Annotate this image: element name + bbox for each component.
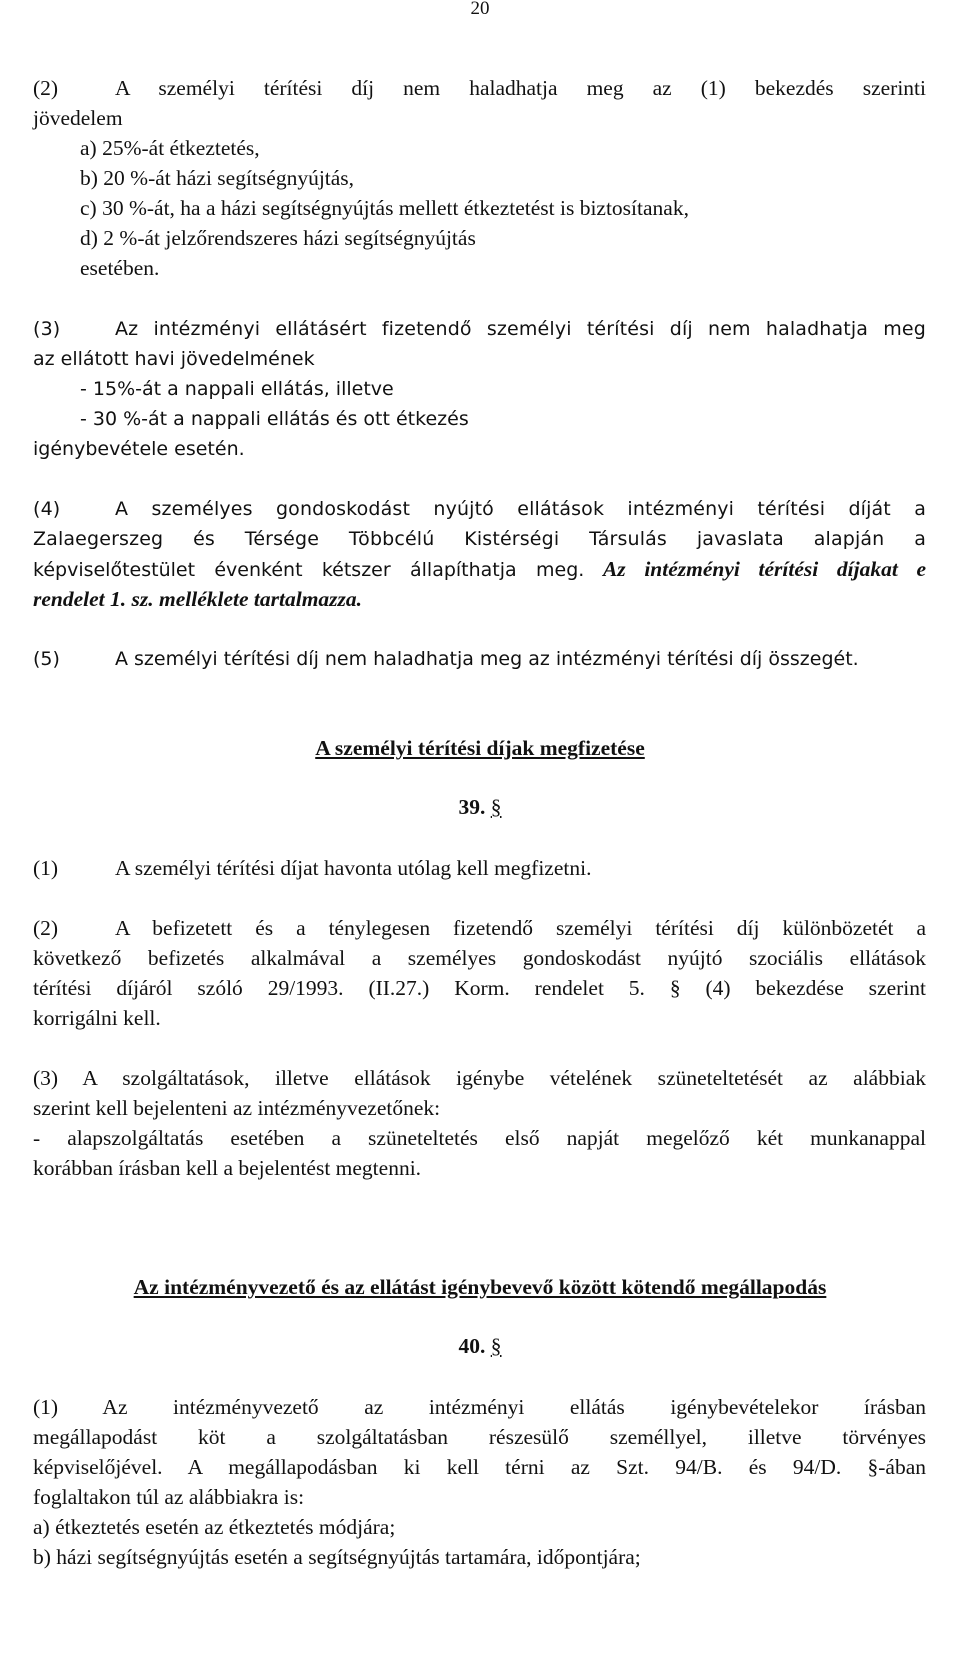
section-number-40 <box>0 1331 960 1361</box>
s39-paragraph-3-line-1: (3) A szolgáltatások, illetve ellátások igénybe vételének szüneteltetését az alábbiak <box>33 1066 926 1090</box>
paragraph-4-line-2: Zalaegerszeg és Térsége Többcélú Kistérségi Társulás javaslata alapján a <box>33 528 926 550</box>
s40-paragraph-1-line-1: (1) Az intézményvezető az intézményi ellátás igénybevételekor írásban <box>33 1395 926 1419</box>
paragraph-text: A személyi térítési díj nem haladhatja meg az intézményi térítési díj összegét. <box>115 648 859 670</box>
list-item: a) 25%-át étkeztetés, <box>80 136 260 160</box>
s40-paragraph-1-line-2: megállapodást köt a szolgáltatásban részesülő személlyel, illetve törvényes <box>33 1425 926 1449</box>
paragraph-3-line-1 <box>33 314 926 344</box>
paragraph-text: képviselőtestület évenként kétszer állapíthatja meg. <box>33 559 585 581</box>
s40-list-item-a: a) étkeztetés esetén az étkeztetés módjára; <box>33 1515 396 1539</box>
paragraph-number: (4) <box>33 498 61 520</box>
s39-paragraph-2-line-3: térítési díjáról szóló 29/1993. (II.27.) Korm. rendelet 5. § (4) bekezdése szerint <box>33 976 926 1000</box>
paragraph-text: A személyes gondoskodást nyújtó ellátások intézményi térítési díját a <box>115 498 926 520</box>
section-number: 39. <box>458 795 486 819</box>
list-item: d) 2 %-át jelzőrendszeres házi segítségnyújtás <box>80 226 476 250</box>
paragraph-text: A személyi térítési díj nem haladhatja meg az (1) bekezdés szerinti <box>115 76 926 100</box>
s40-paragraph-1-line-3: képviselőjével. A megállapodásban ki kell térni az Szt. 94/B. és 94/D. §-ában <box>33 1455 926 1479</box>
paragraph-text: A személyi térítési díjat havonta utólag kell megfizetni. <box>115 856 592 880</box>
paragraph-2-line-1 <box>33 73 926 103</box>
page-number: 20 <box>470 0 490 19</box>
paragraph-number: (3) <box>33 318 61 340</box>
s39-paragraph-2-line-1 <box>33 913 926 943</box>
s39-paragraph-3-line-2: szerint kell bejelenteni az intézményvezetőnek: <box>33 1096 441 1120</box>
list-item: c) 30 %-át, ha a házi segítségnyújtás mellett étkeztetést is biztosítanak, <box>80 196 689 220</box>
s39-paragraph-3-line-3: - alapszolgáltatás esetében a szüneteltetés első napját megelőző két munkanappal <box>33 1126 926 1150</box>
paragraph-4-line-4: rendelet 1. sz. melléklete tartalmazza. <box>33 587 363 611</box>
section-sign: § <box>490 795 502 819</box>
s39-paragraph-3-line-4: korábban írásban kell a bejelentést megtenni. <box>33 1156 422 1180</box>
s40-list-item-b: b) házi segítségnyújtás esetén a segítségnyújtás tartamára, időpontjára; <box>33 1545 641 1569</box>
paragraph-number: (1) <box>33 856 59 880</box>
paragraph-number: (2) <box>33 916 59 940</box>
s39-paragraph-2-line-4: korrigálni kell. <box>33 1006 161 1030</box>
section-number: 40. <box>458 1334 486 1358</box>
s39-paragraph-1 <box>33 853 591 883</box>
section-number-39 <box>0 792 960 822</box>
list-item: b) 20 %-át házi segítségnyújtás, <box>80 166 355 190</box>
paragraph-2-line-2: jövedelem <box>33 106 123 130</box>
s40-paragraph-1-line-4: foglaltakon túl az alábbiakra is: <box>33 1485 305 1509</box>
emphasized-text: Az intézményi térítési díjakat e <box>602 557 927 581</box>
paragraph-4-line-3 <box>33 554 926 585</box>
paragraph-5-line-1 <box>33 644 859 674</box>
paragraph-number: (2) <box>33 76 59 100</box>
s39-paragraph-2-line-2: következő befizetés alkalmával a személyes gondoskodást nyújtó szociális ellátások <box>33 946 926 970</box>
paragraph-4-line-1 <box>33 494 926 524</box>
list-item: - 30 %-át a nappali ellátás és ott étkezés <box>80 408 469 430</box>
section-sign: § <box>490 1334 502 1358</box>
paragraph-3-line-2: az ellátott havi jövedelmének <box>33 348 315 370</box>
list-item: esetében. <box>80 256 160 280</box>
paragraph-text: A befizetett és a ténylegesen fizetendő személyi térítési díj különbözetét a <box>115 916 926 940</box>
paragraph-3-line-3: igénybevétele esetén. <box>33 438 245 460</box>
list-item: - 15%-át a nappali ellátás, illetve <box>80 378 394 400</box>
paragraph-text: Az intézményi ellátásért fizetendő személyi térítési díj nem haladhatja meg <box>115 318 926 340</box>
section-heading-39: A személyi térítési díjak megfizetése <box>315 736 645 760</box>
paragraph-number: (5) <box>33 648 60 670</box>
section-heading-40: Az intézményvezető és az ellátást igénybevevő között kötendő megállapodás <box>133 1275 827 1299</box>
